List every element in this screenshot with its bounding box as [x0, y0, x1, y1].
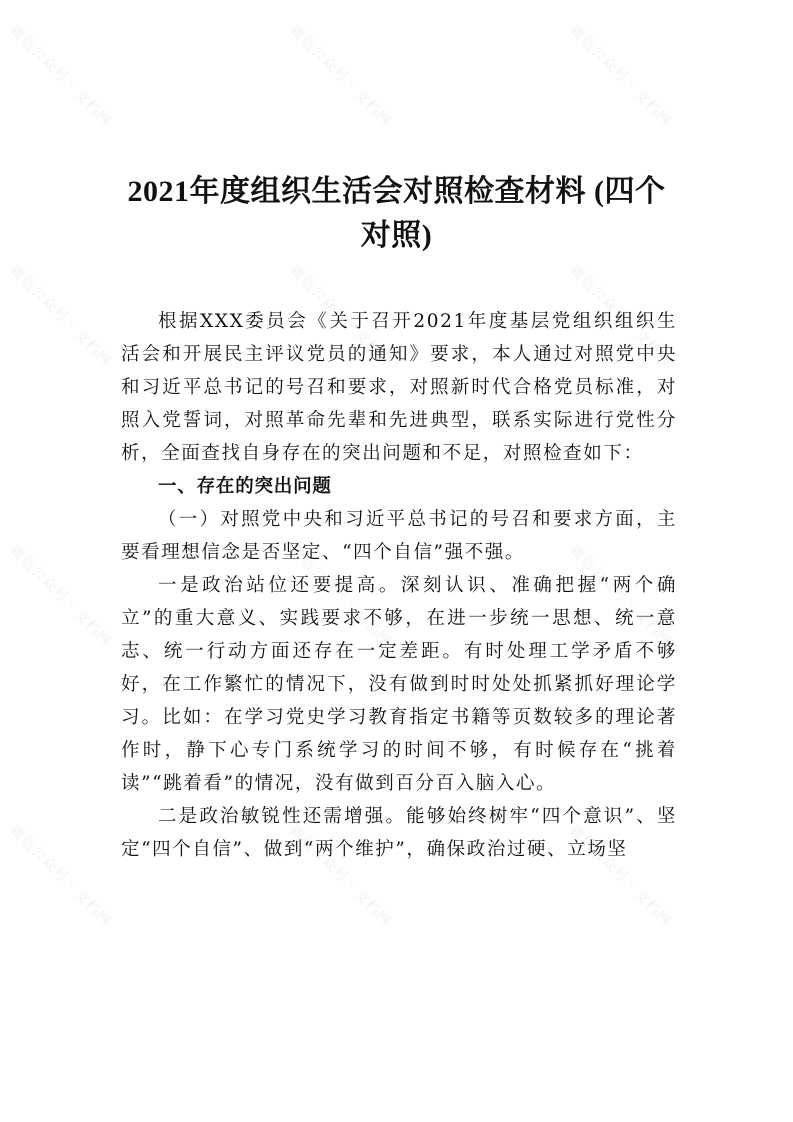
watermark: 微信公众号 · 文档网	[566, 262, 675, 370]
document-title: 2021年度组织生活会对照检查材料 (四个对照)	[127, 175, 666, 252]
paragraph-subsection: （一）对照党中央和习近平总书记的号召和要求方面，主要看理想信念是否坚定、“四个自信”强不强。	[121, 509, 677, 563]
watermark: 微信公众号 · 文档网	[6, 22, 115, 130]
watermark: 微信公众号 · 文档网	[6, 542, 115, 650]
watermark: 微信公众号 · 文档网	[286, 262, 395, 370]
paragraph-point-two: 二是政治敏锐性还需增强。能够始终树牢“四个意识”、坚定“四个自信”、做到“两个维护”，确保政治过硬、立场坚	[121, 806, 677, 860]
watermark: 微信公众号 · 文档网	[286, 822, 395, 930]
paragraph-point-one: 一是政治站位还要提高。深刻认识、准确把握“两个确立”的重大意义、实践要求不够，在进一步统一思想、统一意志、统一行动方面还存在一定差距。有时处理工学矛盾不够好，在工作繁忙的情况下，没有做到时时处处抓紧抓好理论学习。比如：在学习党史学习教育指定书籍等页数较多的理论著作时，静下心专门系统学习的时间不够，有时候存在“挑着读”“跳着看”的情况，没有做到百分百入脑入心。	[121, 575, 677, 794]
watermark: 微信公众号 · 文档网	[6, 822, 115, 930]
document-body	[121, 305, 677, 866]
watermark: 微信公众号 · 文档网	[286, 22, 395, 130]
watermark: 微信公众号 · 文档网	[566, 822, 675, 930]
watermark: 微信公众号 · 文档网	[6, 262, 115, 370]
watermark: 微信公众号 · 文档网	[566, 22, 675, 130]
section-heading: 一、存在的突出问题	[158, 476, 332, 497]
paragraph-intro: 根据XXX委员会《关于召开2021年度基层党组织组织生活会和开展民主评议党员的通知》要求，本人通过对照党中央和习近平总书记的号召和要求，对照新时代合格党员标准，对照入党誓词，对照革命先辈和先进典型，联系实际进行党性分析，全面查找自身存在的突出问题和不足，对照检查如下：	[121, 311, 677, 464]
watermark: 微信公众号 · 文档网	[286, 542, 395, 650]
watermark: 微信公众号 · 文档网	[566, 542, 675, 650]
